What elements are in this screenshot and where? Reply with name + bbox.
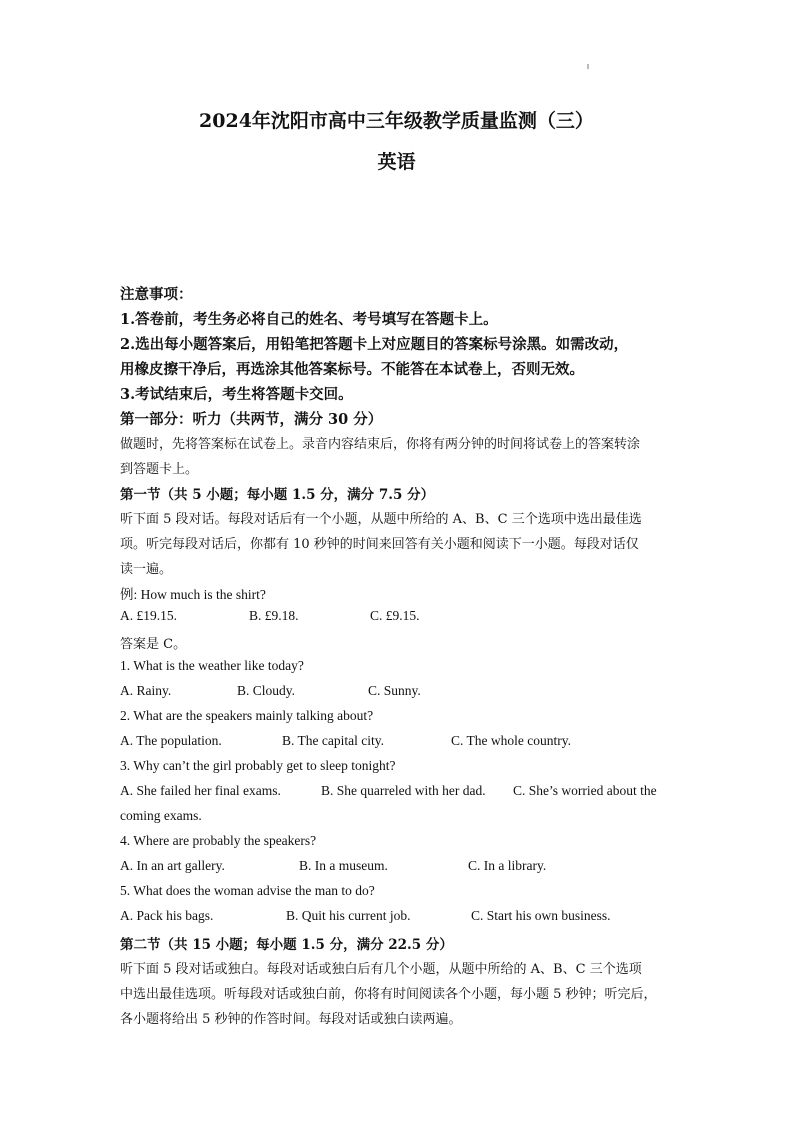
question-2-option-a: A. The population.	[120, 733, 222, 748]
scan-mark	[587, 64, 589, 69]
question-1-option-b: B. Cloudy.	[237, 683, 296, 698]
question-2-option-c: C. The whole country.	[451, 733, 571, 748]
section1-intro-line: 读一遍。	[120, 562, 173, 577]
example-option-c: C. £9.15.	[370, 608, 420, 623]
question-3-option-c-continued: coming exams.	[120, 808, 202, 823]
section2-intro-line: 听下面 5 段对话或独白。每段对话或独白后有几个小题，从题中所给的 A、B、C 三个选项	[120, 962, 642, 977]
exam-subject: 英语	[377, 151, 416, 173]
part1-heading: 第一部分：听力（共两节，满分 30 分）	[120, 411, 383, 428]
example-option-a: A. £19.15.	[120, 608, 177, 623]
section1-intro-line: 听下面 5 段对话。每段对话后有一个小题，从题中所给的 A、B、C 三个选项中选出最佳选	[120, 512, 642, 527]
question-1-option-a: A. Rainy.	[120, 683, 172, 698]
question-5-option-c: C. Start his own business.	[471, 908, 611, 923]
example-question: 例: How much is the shirt?	[120, 587, 266, 602]
part1-intro-line: 到答题卡上。	[120, 462, 199, 477]
question-3-option-a: A. She failed her final exams.	[120, 783, 281, 798]
part1-intro-line: 做题时，先将答案标在试卷上。录音内容结束后，你将有两分钟的时间将试卷上的答案转涂	[120, 437, 641, 452]
question-5-option-b: B. Quit his current job.	[286, 908, 411, 923]
notice-item: 用橡皮擦干净后，再选涂其他答案标号。不能答在本试卷上，否则无效。	[120, 361, 584, 378]
question-3-option-b: B. She quarreled with her dad.	[321, 783, 486, 798]
question-2-option-b: B. The capital city.	[282, 733, 384, 748]
question-5-option-a: A. Pack his bags.	[120, 908, 214, 923]
question-2: 2. What are the speakers mainly talking about?	[120, 708, 374, 723]
question-4-option-a: A. In an art gallery.	[120, 858, 225, 873]
question-1-option-c: C. Sunny.	[368, 683, 421, 698]
question-5: 5. What does the woman advise the man to do?	[120, 883, 375, 898]
section2-heading: 第二节（共 15 小题；每小题 1.5 分，满分 22.5 分）	[120, 937, 453, 953]
question-3: 3. Why can’t the girl probably get to sleep tonight?	[120, 758, 396, 773]
question-1: 1. What is the weather like today?	[120, 658, 304, 673]
section1-heading: 第一节（共 5 小题；每小题 1.5 分，满分 7.5 分）	[120, 487, 435, 503]
notice-item: 1.答卷前，考生务必将自己的姓名、考号填写在答题卡上。	[120, 311, 498, 328]
section2-intro-line: 中选出最佳选项。听每段对话或独白前，你将有时间阅读各个小题，每小题 5 秒钟；听完后，	[120, 987, 657, 1002]
notice-item: 3.考试结束后，考生将答题卡交回。	[120, 386, 353, 403]
section1-intro-line: 项。听完每段对话后，你都有 10 秒钟的时间来回答有关小题和阅读下一小题。每段对话仅	[120, 537, 639, 552]
question-4-option-b: B. In a museum.	[299, 858, 388, 873]
question-4: 4. Where are probably the speakers?	[120, 833, 317, 848]
notice-item: 2.选出每小题答案后，用铅笔把答题卡上对应题目的答案标号涂黑。如需改动，	[120, 336, 629, 353]
example-answer: 答案是 C。	[120, 637, 187, 652]
question-4-option-c: C. In a library.	[468, 858, 547, 873]
section2-intro-line: 各小题将给出 5 秒钟的作答时间。每段对话或独白读两遍。	[120, 1012, 462, 1027]
example-option-b: B. £9.18.	[249, 608, 299, 623]
question-3-option-c: C. She’s worried about the	[513, 783, 657, 798]
exam-title: 2024年沈阳市高中三年级教学质量监测（三）	[199, 110, 594, 132]
notice-heading: 注意事项：	[120, 286, 193, 303]
